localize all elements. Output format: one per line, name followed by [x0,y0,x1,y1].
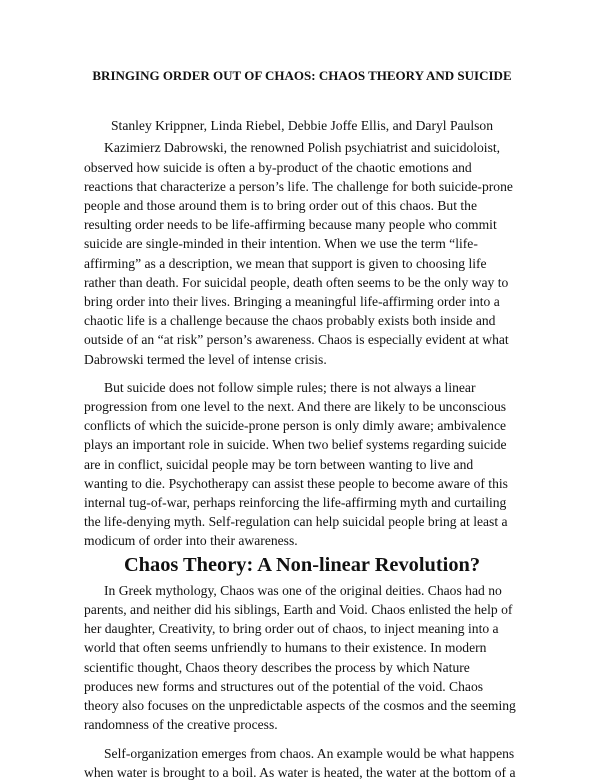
author-list: Stanley Krippner, Linda Riebel, Debbie Joffe Ellis, and Daryl Paulson [110,118,493,134]
section-paragraph: In Greek mythology, Chaos was one of the original deities. Chaos had no parents, and neither did his siblings, Earth and Void. Chaos enlisted the help of her daughter, Creativity, to bring order out of chaos, to inject meaning into a world that often seems unfriendly to humans to their existence. In modern scientific thought, Chaos theory describes the process by which Nature produces new forms and structures out of the potential of the void. Chaos theory also focuses on the unpredictable aspects of the cosmos and the seeming randomness of the creative process. [84,582,516,733]
body-paragraph: But suicide does not follow simple rules; there is not always a linear progression from one level to the next. And there are likely to be unconscious conflicts of which the suicide-prone person is only dimly aware; ambivalence plays an important role in suicide. When two belief systems regarding suicide are in conflict, suicidal people may be torn between wanting to live and wanting to die. Psychotherapy can assist these people to become aware of this internal tug-of-war, perhaps reinforcing the life-affirming myth and curtailing the life-denying myth. Self-regulation can help suicidal people bring at least a modicum of order into their awareness. [84,379,508,549]
document-page [84,66,520,782]
section-paragraph: Self-organization emerges from chaos. An example would be what happens when water is brought to a boil. As water is heated, the water at the bottom of a [84,745,516,780]
paper-title: BRINGING ORDER OUT OF CHAOS: CHAOS THEORY AND SUICIDE [92,68,512,83]
body-paragraph: Kazimierz Dabrowski, the renowned Polish psychiatrist and suicidoloist, observed how suicide is often a by-product of the chaotic emotions and reactions that characterize a person’s life. The challenge for both suicide-prone people and those around them is to bring order out of this chaos. But the resulting order needs to be life-affirming because many people who commit suicide are single-minded in their intention. When we use the term “life-affirming” as a description, we mean that support is given to choosing life rather than death. For suicidal people, death often seems to be the only way to bring order into their lives. Bringing a meaningful life-affirming order into a chaotic life is a challenge because the chaos probably exists both inside and outside of an “at risk” person’s awareness. Chaos is especially evident at what Dabrowski termed the level of intense crisis. [84,140,513,367]
section-heading: Chaos Theory: A Non-linear Revolution? [123,553,481,576]
